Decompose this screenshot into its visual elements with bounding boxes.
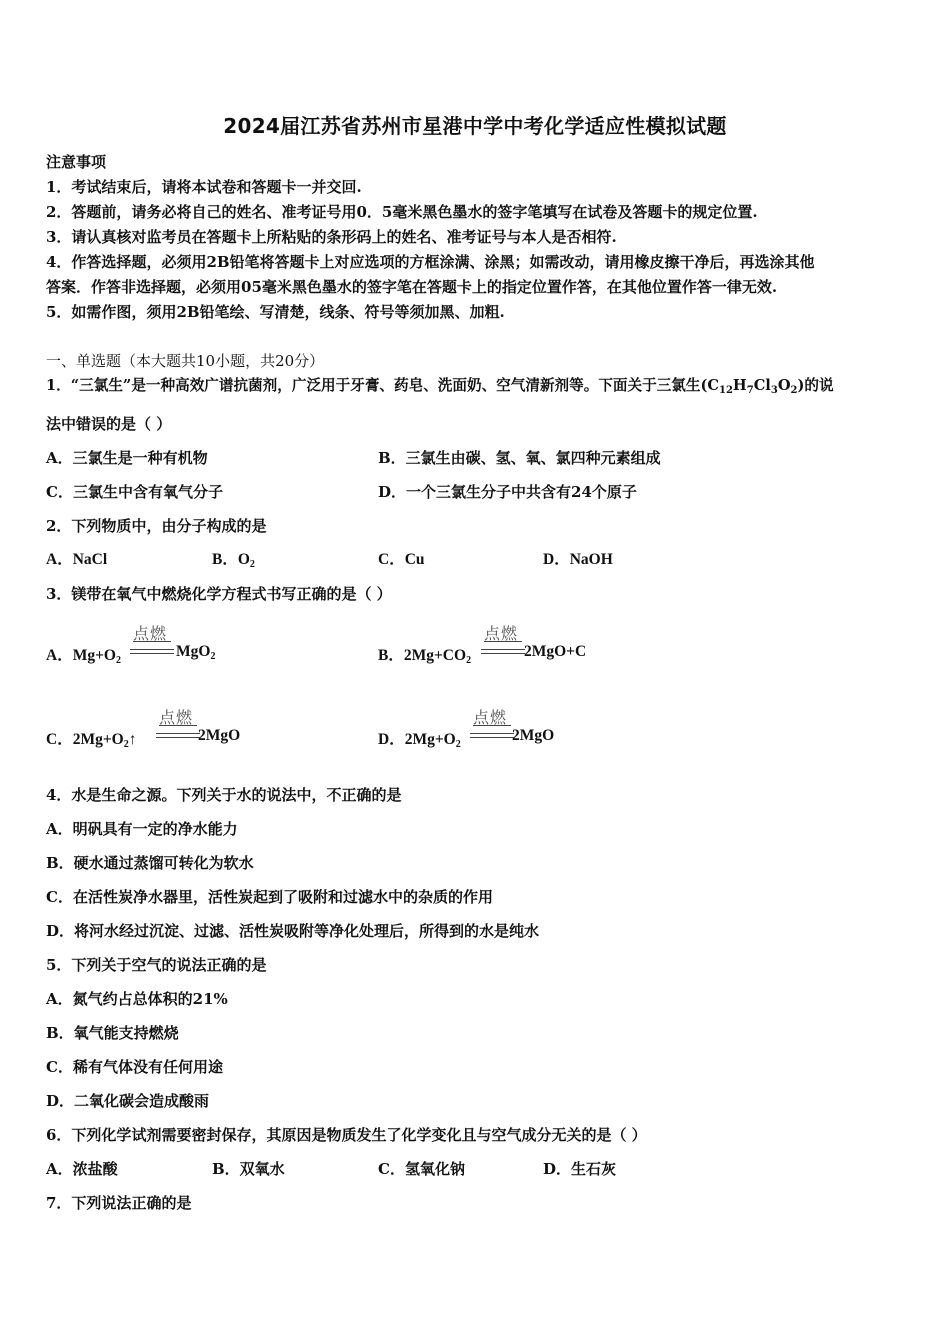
q2-option-d: D．NaOH	[543, 551, 613, 568]
q1-stem: 1．“三氯生”是一种高效广谱抗菌剂，广泛用于牙膏、药皂、洗面奶、空气清新剂等。下面关于三氯生$(C_{12}H_7Cl_3O_2)$的说	[46, 377, 834, 396]
q1-option-b: B．三氯生由碳、氢、氧、氯四种元素组成	[378, 449, 661, 467]
q3-option-c	[46, 708, 346, 751]
q3-d-lhs: D．$2Mg+O_2$	[378, 731, 461, 750]
q1-stem-cont: 法中错误的是（ ）	[46, 415, 172, 433]
condition-label: 点燃	[473, 708, 508, 727]
q6-stem: 6．下列化学试剂需要密封保存，其原因是物质发生了化学变化且与空气成分无关的是（ ）	[46, 1126, 647, 1144]
q3-option-a	[46, 624, 346, 667]
notice-item: 5．如需作图，须用2B铅笔绘、写清楚，线条、符号等须加黑、加粗.	[46, 303, 505, 321]
q3-option-b	[378, 624, 678, 667]
q6-option-a: A．浓盐酸	[46, 1160, 118, 1178]
condition-underline	[484, 641, 522, 642]
q3-d-rhs: 2MgO	[512, 727, 555, 744]
reaction-equals-sign	[130, 649, 174, 654]
q2-option-a: A．NaCl	[46, 551, 108, 568]
q3-a-rhs: MgO$_2$	[176, 643, 216, 662]
q3-stem: 3．镁带在氧气中燃烧化学方程式书写正确的是（ ）	[46, 585, 392, 603]
q1-option-d: D．一个三氯生分子中共含有24个原子	[378, 483, 637, 501]
q5-option-a: A．氮气约占总体积的21%	[46, 990, 228, 1008]
reaction-equals-sign	[470, 733, 514, 738]
q6-option-d: D．生石灰	[543, 1160, 617, 1178]
reaction-equals-sign	[156, 733, 200, 738]
condition-underline	[159, 725, 197, 726]
q3-a-lhs: A．$Mg+O_2$	[46, 647, 121, 666]
q3-b-rhs: 2MgO+C	[524, 643, 587, 660]
q6-option-b: B．双氧水	[212, 1160, 285, 1178]
section-heading: 一、单选题（本大题共10小题，共20分）	[46, 352, 325, 370]
condition-label: 点燃	[133, 624, 168, 643]
reaction-equals-sign	[481, 649, 525, 654]
q3-c-rhs: 2MgO	[198, 727, 241, 744]
notice-item: 2．答题前，请务必将自己的姓名、准考证号用0．5毫米黑色墨水的签字笔填写在试卷及答题卡的规定位置.	[46, 203, 758, 221]
notice-item: 4．作答选择题，必须用2B铅笔将答题卡上对应选项的方框涂满、涂黑；如需改动，请用橡皮擦干净后，再选涂其他	[46, 253, 815, 271]
condition-label: 点燃	[484, 624, 519, 643]
notice-item: 答案．作答非选择题，必须用05毫米黑色墨水的签字笔在答题卡上的指定位置作答，在其他位置作答一律无效.	[46, 278, 778, 296]
q1-option-c: C．三氯生中含有氧气分子	[46, 483, 223, 501]
q4-option-d: D．将河水经过沉淀、过滤、活性炭吸附等净化处理后，所得到的水是纯水	[46, 922, 540, 940]
q5-stem: 5．下列关于空气的说法正确的是	[46, 956, 267, 974]
q7-stem: 7．下列说法正确的是	[46, 1194, 192, 1212]
notice-item: 1．考试结束后，请将本试卷和答题卡一并交回.	[46, 178, 362, 196]
page-title: 2024届江苏省苏州市星港中学中考化学适应性模拟试题	[223, 114, 727, 138]
q2-option-b: B．$O_2$	[212, 551, 255, 570]
q3-option-d	[378, 708, 678, 751]
q4-option-b: B．硬水通过蒸馏可转化为软水	[46, 854, 254, 872]
q3-c-lhs: C．$2Mg+O_2↑$	[46, 731, 137, 750]
condition-label: 点燃	[159, 708, 194, 727]
q4-stem: 4．水是生命之源。下列关于水的说法中，不正确的是	[46, 786, 402, 804]
q1-option-a: A．三氯生是一种有机物	[46, 449, 208, 467]
q5-option-b: B．氧气能支持燃烧	[46, 1024, 179, 1042]
q2-stem: 2．下列物质中，由分子构成的是	[46, 517, 267, 535]
q6-option-c: C．氢氧化钠	[378, 1160, 465, 1178]
q3-b-lhs: B．$2Mg+CO_2$	[378, 647, 472, 666]
q5-option-d: D．二氧化碳会造成酸雨	[46, 1092, 210, 1110]
q4-option-a: A．明矾具有一定的净水能力	[46, 820, 238, 838]
notice-item: 3．请认真核对监考员在答题卡上所粘贴的条形码上的姓名、准考证号与本人是否相符.	[46, 228, 617, 246]
q4-option-c: C．在活性炭净水器里，活性炭起到了吸附和过滤水中的杂质的作用	[46, 888, 493, 906]
condition-underline	[133, 641, 171, 642]
notice-heading: 注意事项	[46, 153, 107, 171]
q5-option-c: C．稀有气体没有任何用途	[46, 1058, 223, 1076]
condition-underline	[473, 725, 511, 726]
q2-option-c: C．Cu	[378, 551, 425, 568]
